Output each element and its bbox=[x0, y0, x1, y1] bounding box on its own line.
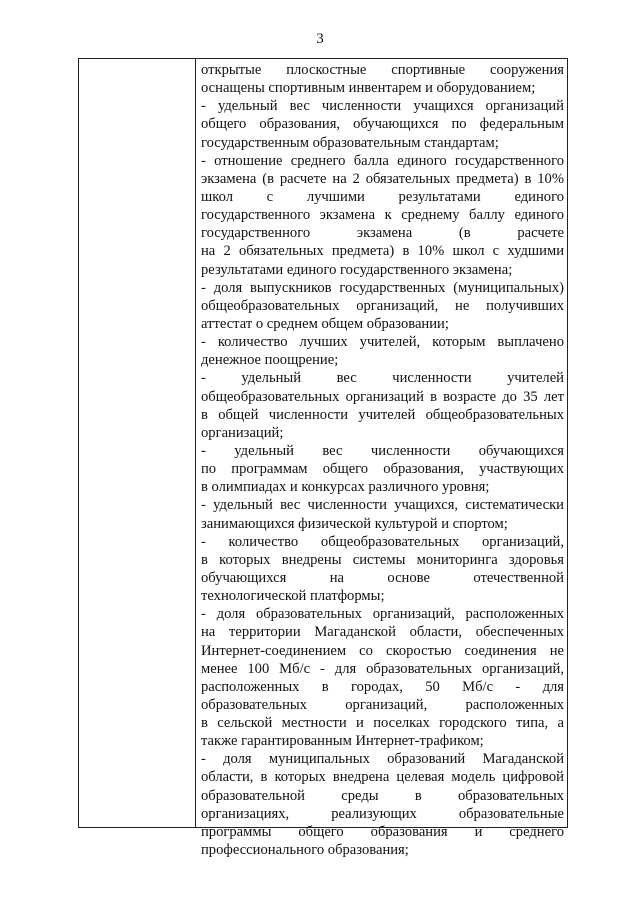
text-line: государственного экзамена (в расчете bbox=[201, 225, 564, 242]
text-line: - отношение среднего балла единого государственного bbox=[201, 152, 564, 169]
text-line: занимающихся физической культурой и спортом; bbox=[201, 515, 508, 532]
text-line: области, в которых внедрена целевая модель цифровой bbox=[201, 769, 564, 786]
text-line: профессионального образования; bbox=[201, 842, 409, 859]
text-line: - удельный вес численности учащихся, систематически bbox=[201, 497, 564, 514]
text-line: в общей численности учителей общеобразовательных bbox=[201, 406, 564, 423]
text-line: образовательной среды в образовательных bbox=[201, 787, 564, 804]
text-line: - удельный вес численности учащихся организаций bbox=[201, 98, 564, 115]
text-line: - удельный вес численности учителей bbox=[201, 370, 564, 387]
text-line: открытые плоскостные спортивные сооружения bbox=[201, 62, 564, 78]
text-line: результатами единого государственного экзамена; bbox=[201, 261, 513, 278]
table-text-cell bbox=[201, 61, 564, 859]
text-line: государственным образовательным стандартам; bbox=[201, 134, 499, 151]
text-line: в которых внедрены системы мониторинга здоровья bbox=[201, 551, 564, 568]
text-line: в олимпиадах и конкурсах различного уровня; bbox=[201, 479, 490, 496]
text-line: в сельской местности и поселках городского типа, а bbox=[201, 715, 564, 732]
text-line: организаций; bbox=[201, 424, 284, 441]
text-line: менее 100 Мб/с - для образовательных организаций, bbox=[201, 660, 564, 677]
text-line: общего образования, обучающихся по федеральным bbox=[201, 116, 564, 133]
text-line: общеобразовательных организаций, не получивших bbox=[201, 297, 564, 314]
text-line: аттестат о среднем общем образовании; bbox=[201, 315, 449, 332]
text-line: - доля выпускников государственных (муниципальных) bbox=[201, 279, 564, 296]
text-line: организациях, реализующих образовательные bbox=[201, 805, 564, 822]
text-line: оснащены спортивным инвентарем и оборудованием; bbox=[201, 80, 536, 97]
document-table bbox=[78, 58, 568, 859]
text-line: на 2 обязательных предмета) в 10% школ с худшими bbox=[201, 243, 564, 260]
text-line: - доля муниципальных образований Магаданской bbox=[201, 751, 564, 768]
text-line: государственного экзамена к среднему баллу единого bbox=[201, 207, 564, 224]
page-number: 3 bbox=[316, 31, 324, 47]
text-line: образовательных организаций, расположенных bbox=[201, 696, 564, 713]
text-line: общеобразовательных организаций в возрасте до 35 лет bbox=[201, 388, 564, 405]
text-line: - количество общеобразовательных организаций, bbox=[201, 533, 564, 550]
text-line: Интернет-соединением со скоростью соединения не bbox=[201, 642, 564, 659]
text-line: по программам общего образования, участвующих bbox=[201, 461, 564, 478]
text-line: также гарантированным Интернет-трафиком; bbox=[201, 733, 484, 750]
text-line: экзамена (в расчете на 2 обязательных предмета) в 10% bbox=[201, 170, 564, 187]
text-line: обучающихся на основе отечественной bbox=[201, 569, 564, 586]
text-line: расположенных в городах, 50 Мб/с - для bbox=[201, 678, 564, 695]
table-left-cell bbox=[79, 59, 196, 827]
text-line: технологической платформы; bbox=[201, 588, 385, 605]
text-line: программы общего образования и среднего bbox=[201, 823, 564, 840]
text-line: денежное поощрение; bbox=[201, 352, 339, 369]
text-line: - доля образовательных организаций, расположенных bbox=[201, 606, 564, 623]
text-line: на территории Магаданской области, обеспеченных bbox=[201, 624, 564, 641]
text-line: - количество лучших учителей, которым выплачено bbox=[201, 334, 564, 351]
text-line: - удельный вес численности обучающихся bbox=[201, 442, 564, 459]
text-line: школ с лучшими результатами единого bbox=[201, 188, 564, 205]
